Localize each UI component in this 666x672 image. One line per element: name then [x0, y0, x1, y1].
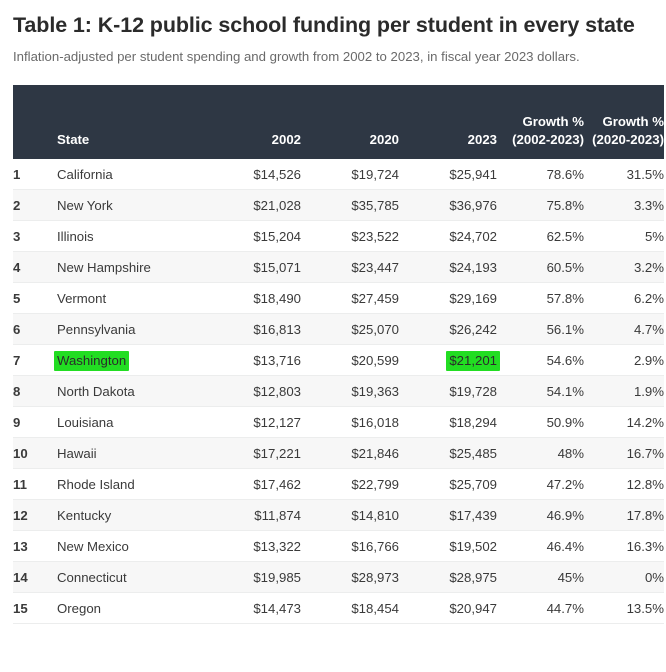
table-container: [13, 85, 664, 624]
cell-2002: $16,813: [203, 314, 301, 345]
row-number: 8: [13, 376, 57, 407]
column-header-growth-2020-2023[interactable]: Growth % (2020-2023): [584, 85, 664, 159]
cell-2023: $20,947: [399, 593, 497, 624]
cell-growth-2002-2023: 78.6%: [497, 159, 584, 190]
table-row[interactable]: [13, 438, 664, 469]
row-number: 4: [13, 252, 57, 283]
cell-growth-2002-2023: 60.5%: [497, 252, 584, 283]
row-number: 6: [13, 314, 57, 345]
cell-2020: $21,846: [301, 438, 399, 469]
cell-growth-2002-2023: 62.5%: [497, 221, 584, 252]
cell-state: Oregon: [57, 593, 203, 624]
column-header-2023[interactable]: 2023: [399, 85, 497, 159]
cell-2002: $19,985: [203, 562, 301, 593]
row-number: 13: [13, 531, 57, 562]
cell-growth-2020-2023: 3.2%: [584, 252, 664, 283]
cell-2023: $26,242: [399, 314, 497, 345]
cell-2020: $23,522: [301, 221, 399, 252]
row-number: 2: [13, 190, 57, 221]
cell-2002: $12,127: [203, 407, 301, 438]
column-header-2002[interactable]: 2002: [203, 85, 301, 159]
cell-2002: $18,490: [203, 283, 301, 314]
cell-2020: $25,070: [301, 314, 399, 345]
cell-growth-2002-2023: 46.9%: [497, 500, 584, 531]
cell-growth-2020-2023: 13.5%: [584, 593, 664, 624]
table-row[interactable]: [13, 562, 664, 593]
row-number: 15: [13, 593, 57, 624]
cell-2002: $12,803: [203, 376, 301, 407]
cell-growth-2002-2023: 48%: [497, 438, 584, 469]
cell-growth-2020-2023: 14.2%: [584, 407, 664, 438]
table-row[interactable]: [13, 593, 664, 624]
cell-growth-2002-2023: 44.7%: [497, 593, 584, 624]
table-row[interactable]: [13, 283, 664, 314]
cell-state: New Mexico: [57, 531, 203, 562]
page-title: Table 1: K-12 public school funding per student in every state: [13, 13, 635, 37]
row-number: 12: [13, 500, 57, 531]
table-header-row: [13, 85, 664, 159]
cell-state: California: [57, 159, 203, 190]
cell-2023: $29,169: [399, 283, 497, 314]
cell-growth-2002-2023: 54.6%: [497, 345, 584, 376]
cell-2020: $22,799: [301, 469, 399, 500]
cell-state: Connecticut: [57, 562, 203, 593]
cell-growth-2020-2023: 1.9%: [584, 376, 664, 407]
cell-2023: $19,502: [399, 531, 497, 562]
cell-growth-2020-2023: 4.7%: [584, 314, 664, 345]
cell-2020: $27,459: [301, 283, 399, 314]
table-row[interactable]: [13, 159, 664, 190]
cell-2023: $18,294: [399, 407, 497, 438]
cell-2002: $17,221: [203, 438, 301, 469]
cell-growth-2002-2023: 56.1%: [497, 314, 584, 345]
cell-growth-2020-2023: 5%: [584, 221, 664, 252]
cell-2023: $24,702: [399, 221, 497, 252]
cell-state: New Hampshire: [57, 252, 203, 283]
cell-2023: $19,728: [399, 376, 497, 407]
cell-growth-2002-2023: 46.4%: [497, 531, 584, 562]
column-header-growth-2002-2023[interactable]: Growth % (2002-2023): [497, 85, 584, 159]
cell-2002: $15,204: [203, 221, 301, 252]
cell-2020: $19,724: [301, 159, 399, 190]
cell-2002: $13,322: [203, 531, 301, 562]
highlight-marker: Washington: [54, 351, 129, 371]
cell-2020: $23,447: [301, 252, 399, 283]
row-number: 14: [13, 562, 57, 593]
cell-state: Louisiana: [57, 407, 203, 438]
table-row[interactable]: [13, 345, 664, 376]
cell-growth-2020-2023: 2.9%: [584, 345, 664, 376]
cell-2023: $24,193: [399, 252, 497, 283]
highlight-marker: $21,201: [446, 351, 500, 371]
cell-2002: $21,028: [203, 190, 301, 221]
cell-2002: $17,462: [203, 469, 301, 500]
cell-2020: $18,454: [301, 593, 399, 624]
cell-state: Rhode Island: [57, 469, 203, 500]
row-number: 3: [13, 221, 57, 252]
table-row[interactable]: [13, 376, 664, 407]
cell-state: North Dakota: [57, 376, 203, 407]
table-subtitle: Inflation-adjusted per student spending and growth from 2002 to 2023, in fiscal year 2023 dollars.: [13, 48, 580, 64]
cell-2020: $19,363: [301, 376, 399, 407]
table-header: [13, 85, 664, 159]
row-number: 9: [13, 407, 57, 438]
cell-2020: $16,766: [301, 531, 399, 562]
table-row[interactable]: [13, 190, 664, 221]
cell-2020: $14,810: [301, 500, 399, 531]
row-number: 5: [13, 283, 57, 314]
cell-growth-2002-2023: 57.8%: [497, 283, 584, 314]
row-number: 7: [13, 345, 57, 376]
cell-2023: $17,439: [399, 500, 497, 531]
cell-2023: [399, 345, 497, 376]
table-row[interactable]: [13, 469, 664, 500]
funding-table: [13, 85, 664, 624]
cell-2020: $16,018: [301, 407, 399, 438]
cell-state: New York: [57, 190, 203, 221]
cell-2023: $36,976: [399, 190, 497, 221]
cell-state: [57, 345, 203, 376]
cell-2023: $25,485: [399, 438, 497, 469]
row-number: 1: [13, 159, 57, 190]
table-row[interactable]: [13, 314, 664, 345]
cell-growth-2020-2023: 31.5%: [584, 159, 664, 190]
cell-growth-2020-2023: 6.2%: [584, 283, 664, 314]
table-row[interactable]: [13, 221, 664, 252]
cell-2020: $35,785: [301, 190, 399, 221]
cell-growth-2002-2023: 45%: [497, 562, 584, 593]
cell-growth-2002-2023: 50.9%: [497, 407, 584, 438]
row-number: 11: [13, 469, 57, 500]
table-row[interactable]: [13, 531, 664, 562]
cell-state: Kentucky: [57, 500, 203, 531]
cell-2020: $20,599: [301, 345, 399, 376]
cell-growth-2020-2023: 3.3%: [584, 190, 664, 221]
cell-state: Illinois: [57, 221, 203, 252]
column-header-index[interactable]: [13, 85, 57, 159]
cell-growth-2002-2023: 47.2%: [497, 469, 584, 500]
column-header-state[interactable]: State: [57, 85, 203, 159]
cell-2023: $28,975: [399, 562, 497, 593]
table-body: [13, 159, 664, 624]
cell-growth-2020-2023: 16.7%: [584, 438, 664, 469]
table-row[interactable]: [13, 252, 664, 283]
table-row[interactable]: [13, 407, 664, 438]
cell-2002: $14,473: [203, 593, 301, 624]
cell-growth-2020-2023: 16.3%: [584, 531, 664, 562]
cell-2002: $15,071: [203, 252, 301, 283]
cell-growth-2020-2023: 17.8%: [584, 500, 664, 531]
cell-state: Vermont: [57, 283, 203, 314]
cell-2023: $25,941: [399, 159, 497, 190]
cell-2023: $25,709: [399, 469, 497, 500]
cell-growth-2002-2023: 75.8%: [497, 190, 584, 221]
cell-growth-2002-2023: 54.1%: [497, 376, 584, 407]
cell-growth-2020-2023: 12.8%: [584, 469, 664, 500]
cell-2002: $14,526: [203, 159, 301, 190]
table-row[interactable]: [13, 500, 664, 531]
row-number: 10: [13, 438, 57, 469]
column-header-2020[interactable]: 2020: [301, 85, 399, 159]
cell-2020: $28,973: [301, 562, 399, 593]
cell-growth-2020-2023: 0%: [584, 562, 664, 593]
cell-2002: $11,874: [203, 500, 301, 531]
cell-state: Pennsylvania: [57, 314, 203, 345]
cell-2002: $13,716: [203, 345, 301, 376]
cell-state: Hawaii: [57, 438, 203, 469]
table-caption: [13, 0, 653, 66]
